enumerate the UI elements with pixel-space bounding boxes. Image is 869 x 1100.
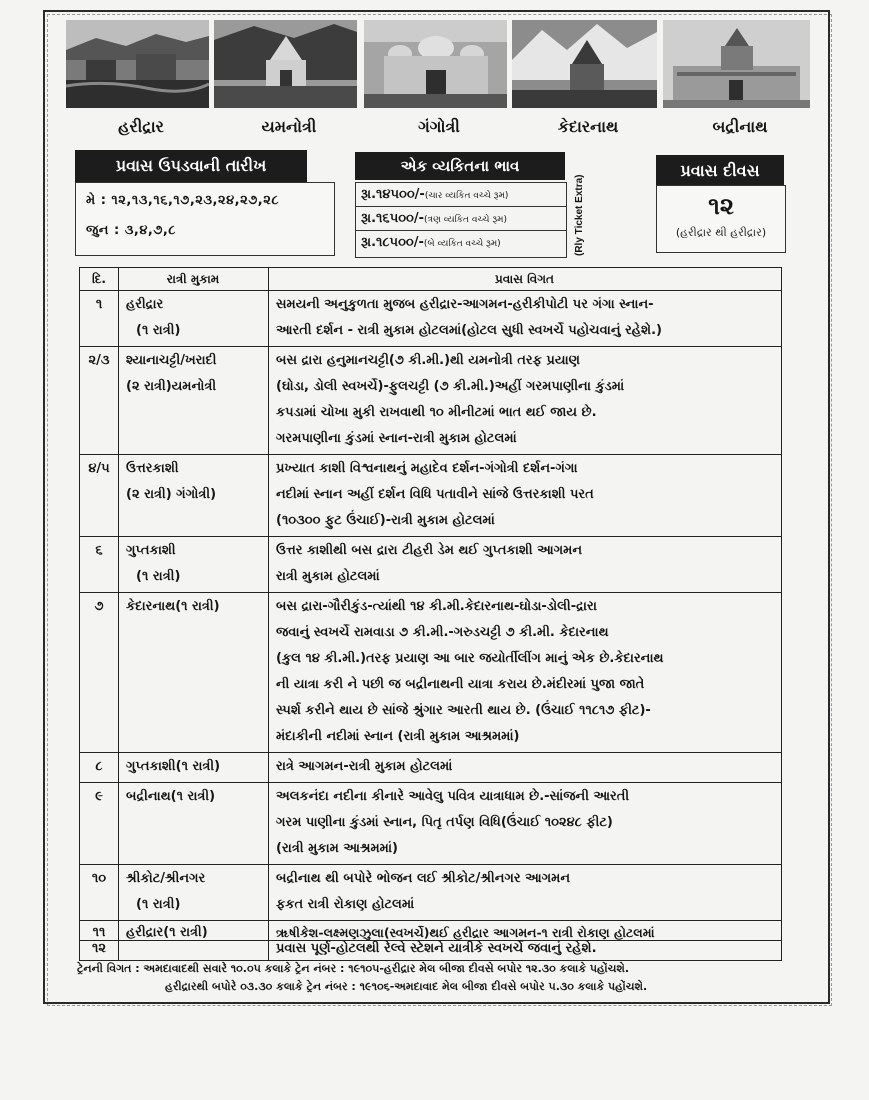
price-amount: રૂા.૧૮૫૦૦/- [361,235,424,250]
row-divider [80,454,781,455]
detail-line: (રાત્રી મુકામ આશ્રમમાં) [276,841,398,856]
detail-line: મંદાકીની નદીમાં સ્નાન (રાત્રી મુકામ આશ્રમમાં) [276,729,520,744]
stay-place: શ્યાનાચટ્ટી/ખરાદી [126,353,217,368]
days-title: પ્રવાસ દીવસ [656,155,784,187]
price-amount: રૂા.૧૪૫૦૦/- [361,187,425,202]
price-row [356,183,566,207]
kedarnath-photo [512,20,657,108]
day-number: ૧૧ [92,925,106,940]
detail-line: રાત્રી મુકામ હોટલમાં [276,569,380,584]
stay-nights: (૨ રાત્રી) ગંગોત્રી) [126,487,217,502]
train-line-2: હરીદ્રારથી બપોરે ૦૩.૩૦ કલાકે ટ્રેન નંબર : ૧૯૧૦૬-અમદાવાદ મેલ બીજા દીવસે બપોર ૫.૩૦ કલાકે પહોંચશે. [165,980,648,993]
stay-nights: (૧ રાત્રી) [136,897,181,912]
column-divider [118,268,119,960]
price-row [356,207,566,231]
day-number: ૯ [95,789,103,804]
stay-nights: (૨ રાત્રી)યમનોત્રી [126,379,217,394]
price-title: એક વ્યકિતના ભાવ [355,152,565,180]
stay-place: બદ્રીનાથ(૧ રાત્રી) [126,789,216,804]
detail-line: સ્પર્શ કરીને થાય છે સાંજે શ્રુંગાર આરતી થાય છે. (ઉંચાઈ ૧૧૮૧૭ ફીટ)- [276,703,651,718]
detail-line: આરતી દર્શન - રાત્રી મુકામ હોટલમાં(હોટલ સુધી સ્વખર્ચે પહોચવાનું રહેશે.) [276,323,662,338]
detail-line: સમયની અનુકુળતા મુજબ હરીદ્રાર-આગમન-હરીકીપોટી પર ગંગા સ્નાન- [276,297,654,312]
detail-line: બદ્રીનાથ થી બપોરે ભોજન લઈ શ્રીકોટ/શ્રીનગર આગમન [276,871,571,886]
column-divider [268,268,269,960]
haridwar-photo [66,20,209,108]
place-caption: કેદારનાથ [557,117,619,136]
dates-june: જુન : ૩,૪,૭,૮ [86,223,176,238]
stay-place: શ્રીકોટ/શ્રીનગર [126,871,206,886]
price-note: (બે વ્યકિત વચ્ચે રૂમ) [423,239,501,249]
detail-line: પ્રખ્યાત કાશી વિશ્વનાથનું મહાદેવ દર્શન-ગંગોત્રી દર્શન-ગંગા [276,461,578,476]
dates-may: મે : ૧૨,૧૩,૧૬,૧૭,૨૩,૨૪,૨૭,૨૮ [86,193,280,208]
dates-title: પ્રવાસ ઉપડવાની તારીખ [75,150,307,182]
price-amount: રૂા.૧૬૫૦૦/- [361,211,425,226]
dates-box [75,182,335,256]
rly-ticket-text: (Rly Ticket Extra) [574,174,585,256]
stay-place: હરીદ્રાર [126,297,164,312]
detail-line: ગરમપાણીના કુંડમાં સ્નાન-રાત્રી મુકામ હોટલમાં [276,431,517,446]
itinerary-table [79,267,782,961]
row-divider [80,752,781,753]
price-note: (ચાર વ્યકિત વચ્ચે રૂમ) [424,191,509,201]
badrinath-photo [663,20,810,108]
stay-nights: (૧ રાત્રી) [136,569,181,584]
detail-line: ગરમ પાણીના કુંડમાં સ્નાન, પિતૃ તર્પણ વિધિ(ઉંચાઈ ૧૦૨૪૮ ફીટ) [276,815,613,830]
detail-line: (કુલ ૧૪ કી.મી.)તરફ પ્રયાણ આ બાર જયોર્તીલીંગ માનું એક છે.કેદારનાથ [276,651,664,666]
detail-line: અલકનંદા નદીના કીનારે આવેલુ પવિત્ર યાત્રાધામ છે.-સાંજની આરતી [276,789,630,804]
detail-line: જવાનું સ્વખર્ચે રામવાડા ૭ કી.મી.-ગરુડચટ્ટી ૭ કી.મી. કેદારનાથ [276,625,609,640]
detail-line: નદીમાં સ્નાન અહીં દર્શન વિધિ પતાવીને સાંજે ઉત્તરકાશી પરત [276,487,594,502]
detail-line: કપડામાં ચોખા મુકી રાખવાથી ૧૦ મીનીટમાં ભાત થઈ જાય છે. [276,405,597,420]
day-number: ૧ [95,297,103,312]
gangotri-photo [364,20,507,108]
price-row [356,231,566,255]
price-box [355,182,567,258]
place-caption: હરીદ્રાર [118,117,164,136]
yamunotri-photo [214,20,357,108]
detail-line: ઉત્તર કાશીથી બસ દ્રારા ટીહરી ડેમ થઈ ગુપ્તકાશી આગમન [276,543,583,558]
place-caption: બદ્રીનાથ [712,117,768,136]
header-day: દિ. [92,272,106,286]
row-divider [80,782,781,783]
day-number: ૪/૫ [88,461,110,476]
detail-line: રાત્રે આગમન-રાત્રી મુકામ હોટલમાં [276,759,453,774]
header-stay: રાત્રી મુકામ [166,272,220,286]
detail-line: બસ દ્રારા-ગૌરીકુંડ-ત્યાંથી ૧૪ કી.મી.કેદારનાથ-ઘોડા-ડોલી-દ્રારા [276,599,597,614]
day-number: ૧૦ [91,871,107,886]
detail-line: ફકત રાત્રી રોકાણ હોટલમાં [276,897,415,912]
day-number: ૮ [95,759,103,774]
stay-place: ઉત્તરકાશી [126,461,179,476]
detail-line: ૠષીકેશ-લક્ષ્મણઝુલા(સ્વખર્ચે)થઈ હરીદ્રાર આગમન-૧ રાત્રી રોકાણ હોટલમાં [276,925,655,940]
stay-nights: (૧ રાત્રી) [136,323,181,338]
detail-line: (ઘોડા, ડોલી સ્વખર્ચે)-ફુલચટ્ટી (૭ કી.મી.)અહીં ગરમપાણીના કુંડમાં [276,379,625,394]
row-divider [80,592,781,593]
day-number: ૧૨ [91,941,106,956]
detail-line: પ્રવાસ પૂર્ણ-હોટલથી રેલ્વે સ્ટેશને યાત્રીકે સ્વખર્ચે જવાનું રહેશે. [276,941,597,956]
place-caption: ગંગોત્રી [418,117,460,136]
row-divider [80,346,781,347]
row-divider [80,536,781,537]
days-box [656,185,786,253]
stay-place: કેદારનાથ(૧ રાત્રી) [126,599,220,614]
stay-place: ગુપ્તકાશી [126,543,176,558]
day-number: ૬ [95,543,103,558]
train-line-1: ટ્રેનની વિગત : અમદાવાદથી સવારે ૧૦.૦૫ કલાકે ટ્રેન નંબર : ૧૯૧૦૫-હરીદ્રાર મેલ બીજા દીવસે બપોર ૧૨.૩૦ કલાકે પહોંચશે. [77,962,630,975]
day-number: ૭ [94,599,104,614]
days-subtitle: (હરીદ્રાર થી હરીદ્રાર) [675,226,767,239]
days-count: ૧૨ [708,192,734,220]
row-divider [80,290,781,291]
place-caption: યમનોત્રી [261,117,317,136]
header-detail: પ્રવાસ વિગત [494,272,554,286]
detail-line: ની યાત્રા કરી ને પછી જ બદ્રીનાથની યાત્રા કરાય છે.મંદીરમાં પુજા જાતે [276,677,645,692]
stay-place: હરીદ્રાર(૧ રાત્રી) [126,925,208,940]
day-number: ૨/૩ [88,353,110,368]
detail-line: બસ દ્રારા હનુમાનચટ્ટી(૭ કી.મી.)થી યમનોત્રી તરફ પ્રયાણ [276,353,581,368]
stay-place: ગુપ્તકાશી(૧ રાત્રી) [126,759,221,774]
photo-strip [66,20,810,108]
price-note: (ત્રણ વ્યકિત વચ્ચે રૂમ) [424,215,507,225]
detail-line: (૧૦૩૦૦ ફુટ ઉંચાઈ)-રાત્રી મુકામ હોટલમાં [276,513,495,528]
rly-ticket-note [567,154,589,258]
row-divider [80,864,781,865]
